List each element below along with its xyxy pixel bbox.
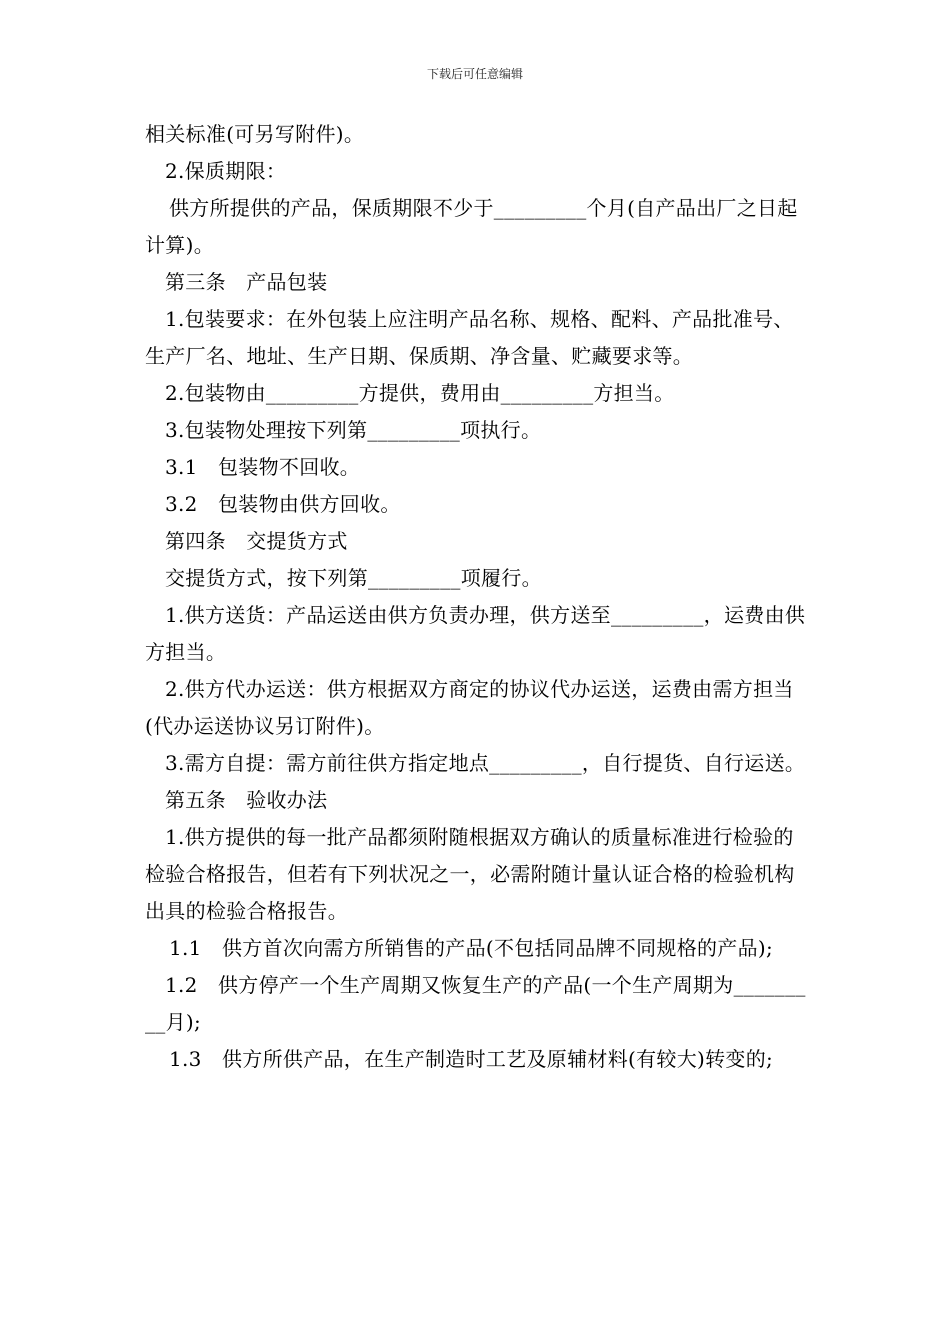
section-heading: 第四条 交提货方式: [165, 529, 348, 553]
section-heading: 第三条 产品包装: [165, 270, 328, 294]
paragraph: 3.1 包装物不回收。: [165, 455, 361, 479]
paragraph: 3.2 包装物由供方回收。: [165, 492, 401, 516]
paragraph: 2.保质期限：: [165, 159, 287, 183]
paragraph: 交提货方式，按下列第_________项履行。: [165, 566, 542, 590]
page-header: 下载后可任意编辑: [426, 67, 523, 81]
paragraph: 1.3 供方所供产品，在生产制造时工艺及原辅材料(有较大)转变的;: [169, 1047, 774, 1071]
paragraph: 1.供方送货：产品运送由供方负责办理，供方送至_________，运费由供方担当。: [145, 603, 806, 664]
paragraph: 1.供方提供的每一批产品都须附随根据双方确认的质量标准进行检验的检验合格报告，但若有下列状况之一，必需附随计量认证合格的检验机构出具的检验合格报告。: [145, 825, 795, 923]
section-heading: 第五条 验收办法: [165, 788, 328, 812]
paragraph: 3.需方自提：需方前往供方指定地点_________，自行提货、自行运送。: [165, 751, 806, 775]
paragraph: 2.包装物由_________方提供，费用由_________方担当。: [165, 381, 675, 405]
paragraph: 1.2 供方停产一个生产周期又恢复生产的产品(一个生产周期为_________月);: [145, 973, 806, 1034]
document-body: [145, 116, 810, 1078]
paragraph: 3.包装物处理按下列第_________项执行。: [165, 418, 542, 442]
paragraph: 相关标准(可另写附件)。: [145, 122, 365, 146]
paragraph: 1.1 供方首次向需方所销售的产品(不包括同品牌不同规格的产品);: [169, 936, 774, 960]
paragraph: 供方所提供的产品，保质期限不少于_________个月(自产品出厂之日起计算)。: [145, 196, 798, 257]
paragraph: 1.包装要求：在外包装上应注明产品名称、规格、配料、产品批准号、生产厂名、地址、生产日期、保质期、净含量、贮藏要求等。: [145, 307, 794, 368]
paragraph: 2.供方代办运送：供方根据双方商定的协议代办运送，运费由需方担当(代办运送协议另订附件)。: [145, 677, 794, 738]
